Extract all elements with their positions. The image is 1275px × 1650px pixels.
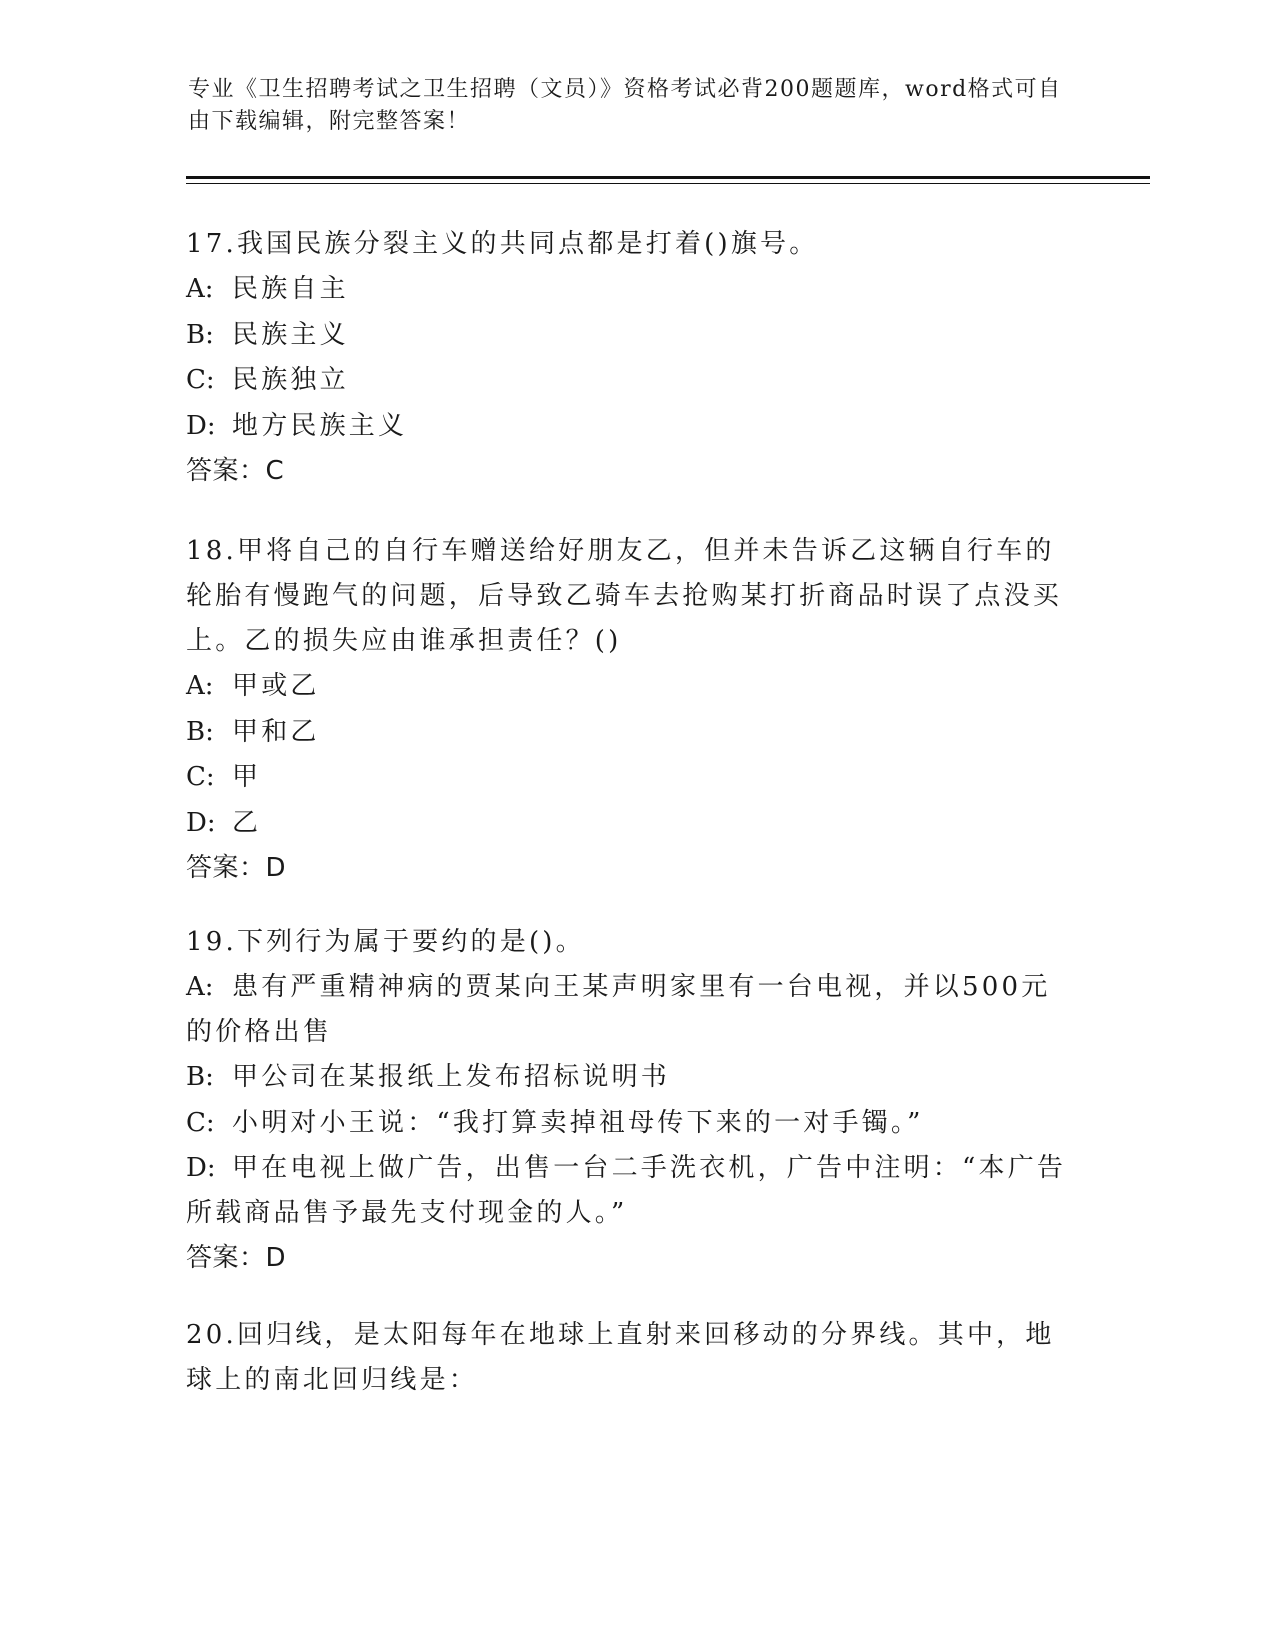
question-text: 17.我国民族分裂主义的共同点都是打着()旗号。 <box>186 229 819 259</box>
option-label: A: <box>186 671 214 701</box>
option-b <box>186 313 1076 359</box>
option-label: D: <box>186 807 216 838</box>
option-d <box>186 801 1076 847</box>
option-label: C: <box>186 365 215 395</box>
question-18 <box>186 529 1076 891</box>
option-text: 甲和乙 <box>232 716 320 747</box>
header-divider-thin <box>186 183 1150 184</box>
option-text: 民族自主 <box>232 274 349 304</box>
question-20 <box>186 1313 1076 1403</box>
option-label: B: <box>186 716 214 747</box>
question-text: 19.下列行为属于要约的是()。 <box>186 927 585 957</box>
option-label: D: <box>186 1153 216 1183</box>
option-text: 小明对小王说：“我打算卖掉祖母传下来的一对手镯。” <box>232 1107 924 1138</box>
option-label: C: <box>186 1107 215 1138</box>
option-text: 甲在电视上做广告，出售一台二手洗衣机，广告中注明：“本广告所载商品售予最先支付现金的人。” <box>186 1153 1067 1228</box>
option-a <box>186 267 1076 313</box>
option-a <box>186 664 1076 710</box>
option-label: B: <box>186 1062 214 1092</box>
question-17 <box>186 222 1076 494</box>
option-d <box>186 404 1076 450</box>
option-text: 乙 <box>232 807 262 838</box>
option-d <box>186 1146 1076 1236</box>
option-text: 地方民族主义 <box>232 410 408 441</box>
question-19 <box>186 920 1076 1281</box>
option-label: B: <box>186 319 214 350</box>
option-text: 民族独立 <box>232 365 349 395</box>
option-text: 甲 <box>232 762 262 792</box>
option-b <box>186 1055 1076 1101</box>
question-text: 18.甲将自己的自行车赠送给好朋友乙，但并未告诉乙这辆自行车的轮胎有慢跑气的问题，后导致乙骑车去抢购某打折商品时误了点没买上。乙的损失应由谁承担责任？() <box>186 536 1063 656</box>
option-label: C: <box>186 762 215 792</box>
option-c <box>186 358 1076 404</box>
question-text: 20.回归线，是太阳每年在地球上直射来回移动的分界线。其中，地球上的南北回归线是： <box>186 1320 1055 1395</box>
header-divider-thick <box>186 176 1150 179</box>
answer-text: 答案：D <box>186 853 287 883</box>
option-text: 甲公司在某报纸上发布招标说明书 <box>232 1062 671 1092</box>
option-c <box>186 755 1076 801</box>
option-label: A: <box>186 274 214 304</box>
answer-text: 答案：D <box>186 1243 287 1273</box>
option-label: A: <box>186 972 214 1002</box>
option-b <box>186 710 1076 756</box>
option-text: 民族主义 <box>232 319 349 350</box>
document-header: 专业《卫生招聘考试之卫生招聘（文员）》资格考试必背200题题库，word格式可自由下载编辑，附完整答案！ <box>188 77 1062 134</box>
answer-text: 答案：C <box>186 456 285 486</box>
option-c <box>186 1101 1076 1147</box>
option-label: D: <box>186 410 216 441</box>
option-a <box>186 965 1076 1055</box>
option-text: 甲或乙 <box>232 671 320 701</box>
option-text: 患有严重精神病的贾某向王某声明家里有一台电视，并以500元的价格出售 <box>186 972 1051 1047</box>
